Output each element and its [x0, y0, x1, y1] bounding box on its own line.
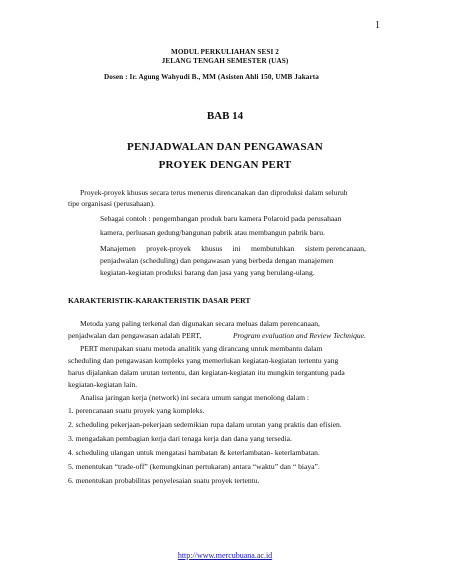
management-word: membutuhkan: [251, 244, 295, 253]
management-word: khusus: [201, 244, 223, 253]
management-line3: kegiatan-kegiatan produksi barang dan jasa yang yang berulang-ulang.: [100, 268, 315, 277]
management-line1: [100, 244, 366, 253]
pert-para2-line3: harus dijalankan dalam urutan tertentu, dan kegiatan-kegiatan itu mungkin tergantung pada: [68, 368, 345, 377]
example-line2: kamera, perluasan gedung/bangunan pabrik atau membangun pabrik baru.: [100, 228, 325, 237]
network-analysis-intro: Analisa jaringan kerja (network) ini secara umum sangat menolong dalam :: [80, 393, 310, 402]
list-item: 5. menentukan “trade-off” (kemungkinan pertukaran) antara “waktu” dan “ biaya”.: [68, 462, 320, 471]
lecturer-line: Dosen : Ir. Agung Wahyudi B., MM (Asisten Ahli 150, UMB Jakarta: [104, 73, 319, 81]
pert-para1-line2: penjadwalan dan pengawasan adalah PERT,: [68, 331, 202, 340]
list-item: 1. perencanaan suatu proyek yang kompleks.: [68, 406, 205, 415]
pert-para2-line4: kegiatan-kegiatan lain.: [68, 380, 138, 389]
management-word: proyek-proyek: [146, 244, 191, 253]
management-line2: penjadwalan (scheduling) dan pengawasan yang berbeda dengan manajemen: [100, 256, 334, 265]
management-word: sistem perencanaan,: [304, 244, 366, 253]
intro-paragraph-line2: tipe organisasi (perusahaan).: [68, 199, 155, 208]
list-item: 3. mengadakan pembagian kerja dari tenaga kerja dan dana yang tersedia.: [68, 434, 292, 443]
intro-paragraph-line1: Proyek-proyek khusus secara terus menerus direncanakan dan diproduksi dalam seluruh: [80, 188, 348, 197]
module-subtitle: JELANG TENGAH SEMESTER (UAS): [161, 57, 289, 65]
list-item: 2. scheduling pekerjaan-pekerjaan sedemikian rupa dalam urutan yang praktis dan efisien.: [68, 420, 342, 429]
management-word: ini: [232, 244, 241, 253]
chapter-label: BAB 14: [206, 110, 244, 122]
module-title: MODUL PERKULIAHAN SESI 2: [170, 48, 280, 56]
pert-para2-line1: PERT merupakan suatu metoda analitik yang dirancang untuk membantu dalam: [80, 344, 323, 353]
section-heading: KARAKTERISTIK-KARAKTERISTIK DASAR PERT: [68, 296, 251, 305]
page-number: 1: [375, 20, 380, 31]
list-item: 4. scheduling ulangan untuk mengatasi hambatan & keterlambatan- keterlambatan.: [68, 448, 320, 457]
website-link[interactable]: http://www.mercubuana.ac.id: [177, 551, 273, 560]
management-word: Manajemen: [100, 244, 136, 253]
list-item: 6. menentukan probabilitas penyelesaian suatu proyek tertentu.: [68, 476, 260, 485]
pert-para2-line2: scheduling dan pengawasan kompleks yang memerlukan kegiatan-kegiatan tertentu yang: [68, 356, 339, 365]
chapter-title-line1: PENJADWALAN DAN PENGAWASAN: [127, 141, 323, 153]
example-line1: Sebagai contoh : pengembangan produk baru kamera Polaroid pada perusahaan: [100, 214, 342, 223]
pert-para1-line1: Metoda yang paling terkenal dan digunakan secara meluas dalam perencanaan,: [80, 319, 320, 328]
chapter-title-line2: PROYEK DENGAN PERT: [158, 159, 292, 171]
pert-full-name: Program evaluation and Review Technique.: [233, 331, 366, 340]
